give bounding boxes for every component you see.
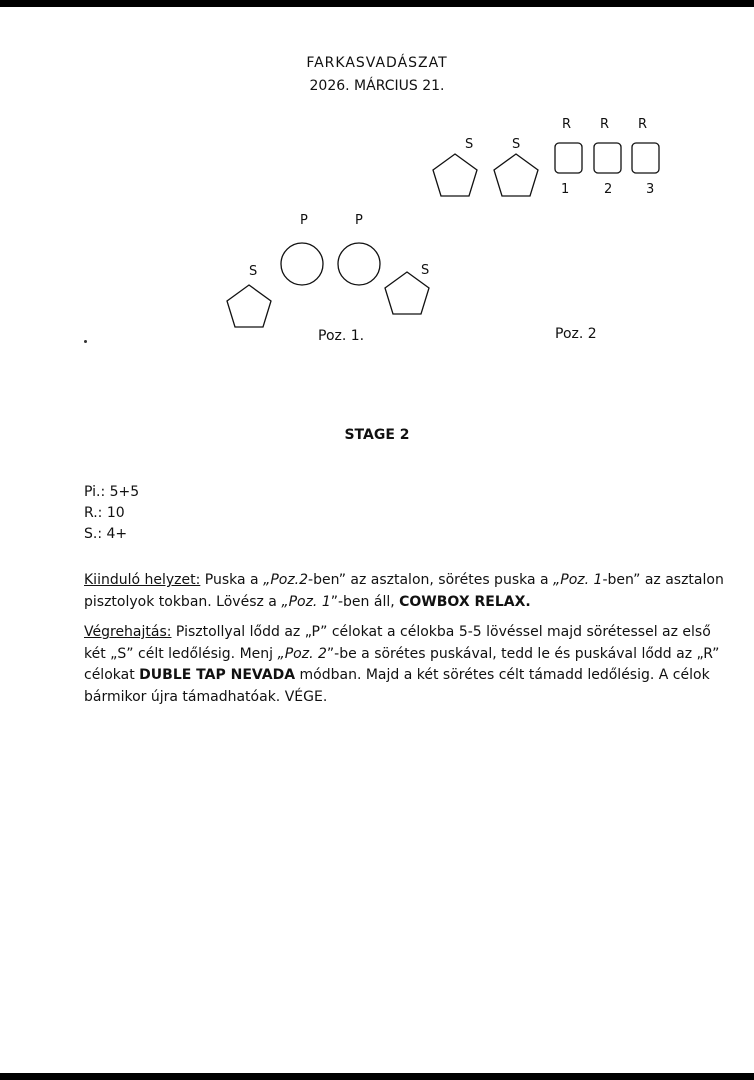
text-span: ”-ben áll, bbox=[330, 593, 400, 610]
text-span: Pisztollyal lődd az „P” célokat a célokba 5-5 lövéssel majd sörétessel az első két „S” célt ledőlésig. Menj bbox=[84, 624, 711, 662]
text-span: módban. Majd a két sörétes célt támadd ledőlésig. A célok bármikor újra támadhatóak. VÉGE. bbox=[84, 667, 710, 705]
pistol-target-circle bbox=[338, 243, 380, 285]
rifle-target-square bbox=[555, 143, 582, 173]
text-span-italic: „Poz. 1 bbox=[281, 593, 331, 610]
target-label-s: S bbox=[465, 137, 474, 152]
target-label-s: S bbox=[249, 264, 258, 279]
text-span: -ben” az asztalon pisztolyok tokban. Lövész a bbox=[84, 572, 724, 610]
shotgun-target-pentagon bbox=[227, 285, 271, 327]
shotgun-target-pentagon bbox=[494, 154, 538, 196]
shotgun-rounds: S.: 4+ bbox=[84, 526, 128, 542]
rifle-number: 3 bbox=[646, 182, 655, 197]
target-label-r: R bbox=[600, 117, 610, 132]
stage-diagram bbox=[0, 7, 754, 387]
round-counts bbox=[84, 482, 139, 545]
stage-title: STAGE 2 bbox=[344, 427, 410, 443]
target-label-p: P bbox=[355, 213, 363, 228]
stray-dot bbox=[84, 340, 87, 343]
pistol-target-circle bbox=[281, 243, 323, 285]
execution-paragraph bbox=[84, 622, 724, 708]
position-2-label: Poz. 2 bbox=[555, 326, 597, 342]
text-span-italic: „Poz. 2 bbox=[277, 645, 327, 662]
text-span-bold: DUBLE TAP NEVADA bbox=[139, 667, 296, 683]
start-position-label: Kiinduló helyzet: bbox=[84, 572, 201, 588]
rifle-number: 1 bbox=[561, 182, 570, 197]
position-1-label: Poz. 1. bbox=[318, 328, 365, 344]
target-label-p: P bbox=[300, 213, 308, 228]
document-date: 2026. MÁRCIUS 21. bbox=[309, 78, 445, 94]
shotgun-target-pentagon bbox=[385, 272, 429, 314]
target-label-s: S bbox=[421, 263, 430, 278]
target-label-r: R bbox=[562, 117, 572, 132]
text-span: Puska a bbox=[200, 572, 264, 588]
pistol-rounds: Pi.: 5+5 bbox=[84, 484, 140, 500]
shotgun-target-pentagon bbox=[433, 154, 477, 196]
rifle-target-square bbox=[632, 143, 659, 173]
text-span: -ben” az asztalon, sörétes puska a bbox=[308, 572, 554, 588]
document-page bbox=[0, 7, 754, 1073]
text-span: ”-be a sörétes puskával, tedd le és puskával lődd az „R” célokat bbox=[84, 645, 720, 683]
start-position-paragraph bbox=[84, 570, 724, 613]
text-span-italic: „Poz.2 bbox=[263, 572, 309, 588]
target-label-s: S bbox=[512, 137, 521, 152]
text-span-italic: „Poz. 1 bbox=[553, 572, 603, 588]
rifle-rounds: R.: 10 bbox=[84, 505, 125, 521]
document-title: FARKASVADÁSZAT bbox=[306, 55, 448, 71]
target-label-r: R bbox=[638, 117, 648, 132]
execution-label: Végrehajtás: bbox=[84, 624, 172, 640]
text-span-bold: COWBOX RELAX. bbox=[399, 593, 531, 610]
rifle-target-square bbox=[594, 143, 621, 173]
rifle-number: 2 bbox=[604, 182, 613, 197]
